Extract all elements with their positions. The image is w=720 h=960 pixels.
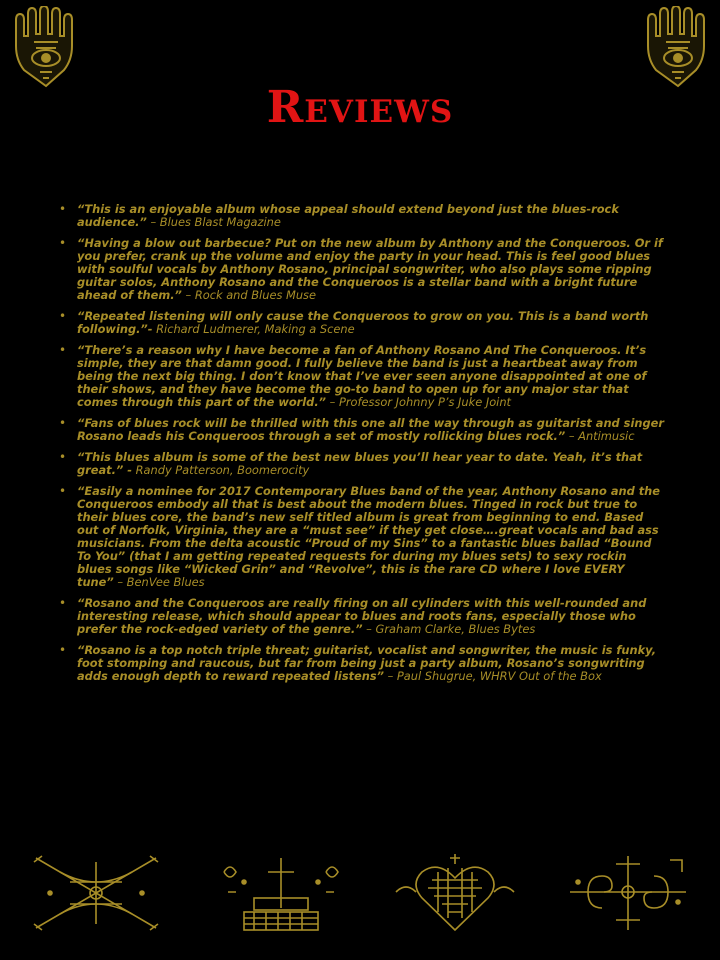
review-quote: “Fans of blues rock will be thrilled with this one all the way through as guitarist and singer Rosano leads his Conqueroos through a set of mostly rollicking blues rock.” [77,416,664,443]
review-item [58,417,664,443]
veve-x-symbol [30,852,162,934]
review-item [58,485,664,589]
review-item [58,310,664,336]
hamsa-icon [14,6,78,90]
bullet: • [59,343,67,357]
review-quote: “Easily a nominee for 2017 Contemporary Blues band of the year, Anthony Rosano and the Conqueroos embody all that is best about the modern blues. Tinged in rock but true to their blues core, the band’s new self titled album is great from beginning to end. Based out of Norfolk, Virginia, they are a “must see” if they get close….great vocals and bad ass musicians. From the delta acoustic “Proud of my Sins” to a fantastic blues ballad “Bound To You” (that I am getting repeated requests for during my blues sets) to sexy rockin blues songs like “Wicked Grin” and “Revolve”, this is the rare CD where I love EVERY tune” [77,484,661,589]
review-quote: “Rosano and the Conqueroos are really firing on all cylinders with this well-rounded and interesting release, which should appear to blues and roots fans, especially those who prefer the rock-edged variety of the genre.” [77,596,647,636]
review-source: – Professor Johnny P’s Juke Joint [326,395,512,409]
bullet: • [59,596,67,610]
review-item [58,451,664,477]
veve-scroll-symbol [566,852,690,934]
review-source: Richard Ludmerer, Making a Scene [152,322,355,336]
review-quote: “Having a blow out barbecue? Put on the new album by Anthony and the Conqueroos. Or if you prefer, crank up the volume and enjoy the party in your head. This is feel good blues with soulful vocals by Anthony Rosano, principal songwriter, who also plays some ripping guitar solos, Anthony Rosano and the Conqueroos is a stellar band with a bright future ahead of them.” [77,236,663,302]
veve-heart-symbol [392,852,518,934]
review-source: – Rock and Blues Muse [181,288,316,302]
review-source: – Blues Blast Magazine [146,215,281,229]
review-item [58,203,664,229]
review-quote: “This is an enjoyable album whose appeal should extend beyond just the blues-rock audience.” [77,202,619,229]
bullet: • [59,643,67,657]
review-source: – Antimusic [565,429,635,443]
review-quote: “Rosano is a top notch triple threat; guitarist, vocalist and songwriter, the music is funky, foot stomping and raucous, but far from being just a party album, Rosano’s songwriting adds enough depth to reward repeated listens” [77,643,657,683]
review-quote: “Repeated listening will only cause the Conqueroos to grow on you. This is a band worth following.”- [77,309,649,336]
review-source: – Paul Shugrue, WHRV Out of the Box [384,669,602,683]
reviews-list [58,203,664,691]
review-item [58,344,664,409]
hamsa-icon [646,6,710,90]
review-source: – BenVee Blues [113,575,205,589]
bullet: • [59,309,67,323]
review-source: Randy Patterson, Boomerocity [131,463,310,477]
review-quote: “This blues album is some of the best new blues you’ll hear year to date. Yeah, it’s that great.” - [77,450,643,477]
review-item [58,597,664,636]
bullet: • [59,416,67,430]
review-quote: “There’s a reason why I have become a fan of Anthony Rosano And The Conqueroos. It’s simple, they are that damn good. I fully believe the band is just a heartbeat away from being the next big thing. I don’t know that I’ve ever seen anyone disappointed at one of their shows, and they have become the go-to band to open up for any major star that comes through this part of the world.” [77,343,647,409]
page-title: Reviews [266,82,454,133]
bullet: • [59,236,67,250]
review-item [58,237,664,302]
review-item [58,644,664,683]
veve-cross-symbol [214,852,348,934]
review-source: – Graham Clarke, Blues Bytes [362,622,536,636]
bullet: • [59,484,67,498]
bullet: • [59,450,67,464]
bullet: • [59,202,67,216]
